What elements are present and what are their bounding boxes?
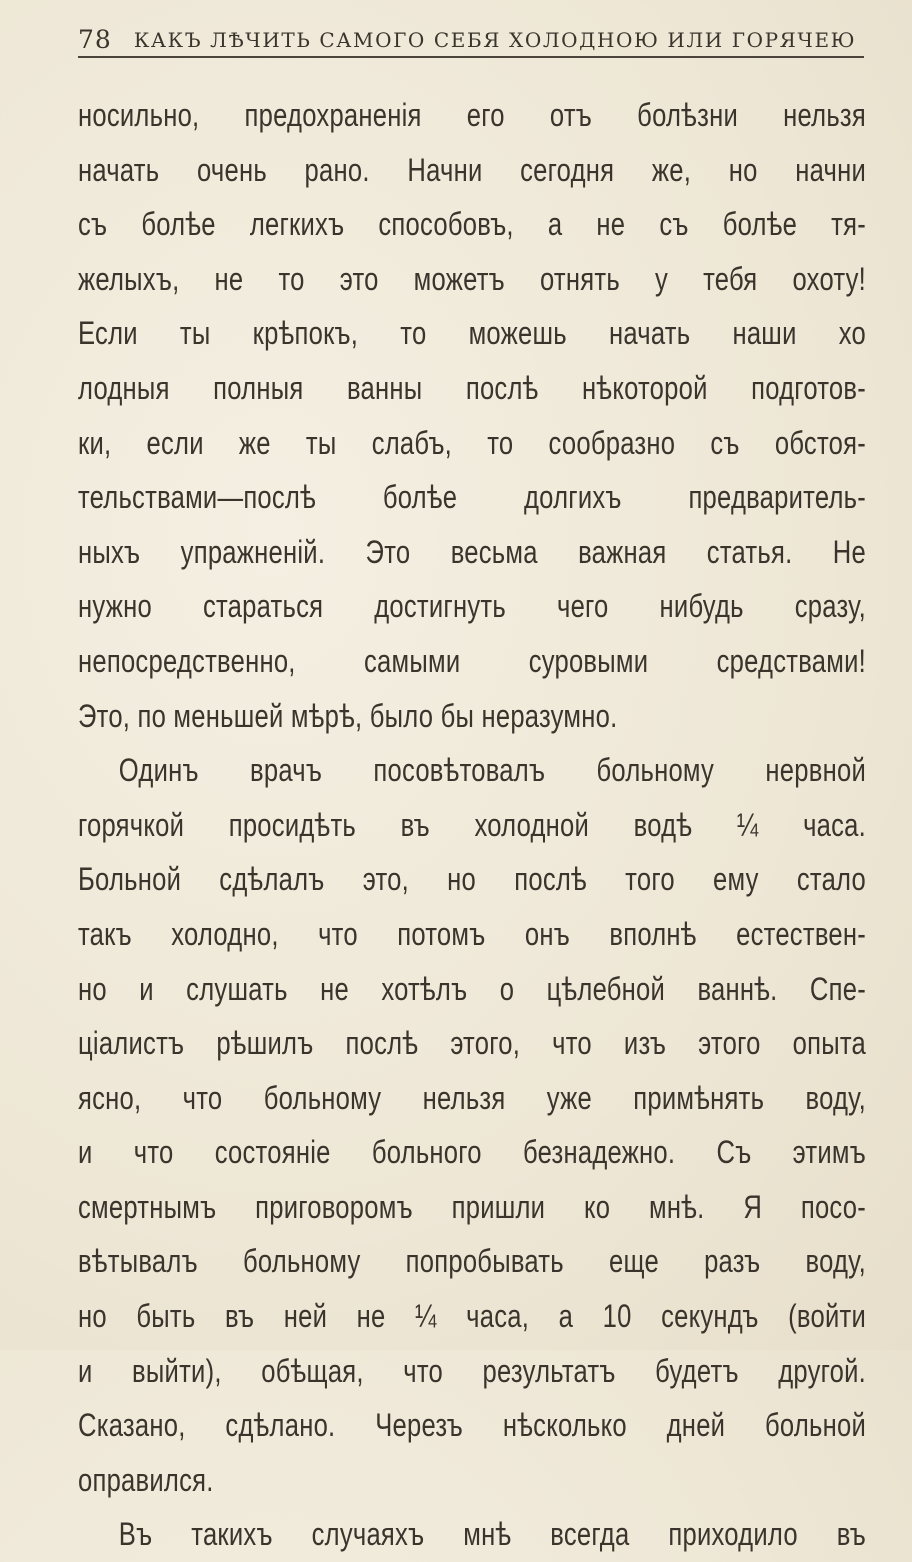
text-line: Больной сдѣлалъ это, но послѣ того ему стало [78, 861, 866, 898]
text-line: лодныя полныя ванны послѣ нѣкоторой подготов- [78, 369, 866, 406]
text-line: и что состояніе больного безнадежно. Съ этимъ [78, 1134, 866, 1171]
running-title: КАКЪ ЛѢЧИТЬ САМОГО СЕБЯ ХОЛОДНОЮ ИЛИ ГОРЯЧЕЮ [133, 28, 857, 52]
text-line: Это, по меньшей мѣрѣ, было бы неразумно. [78, 697, 618, 734]
text-line: Сказано, сдѣлано. Черезъ нѣсколько дней больной [78, 1407, 866, 1444]
paragraph-1 [78, 88, 866, 743]
text-line: но быть въ ней не ¼ часа, а 10 секундъ (войти [78, 1298, 866, 1335]
text-line: тельствами—послѣ болѣе долгихъ предваритель- [78, 479, 866, 516]
paragraph-3 [78, 1507, 866, 1562]
text-line: съ болѣе легкихъ способовъ, а не съ болѣе тя- [78, 206, 866, 243]
body-text [78, 88, 866, 1562]
page-number: 78 [78, 25, 112, 54]
text-line: ныхъ упражненій. Это весьма важная статья. Не [78, 533, 866, 570]
text-line: горячкой просидѣть въ холодной водѣ ¼ часа. [78, 806, 866, 843]
text-line: и выйти), обѣщая, что результатъ будетъ другой. [78, 1352, 866, 1389]
text-line: Если ты крѣпокъ, то можешь начать наши хо [78, 315, 866, 352]
text-line: ціалистъ рѣшилъ послѣ этого, что изъ этого опыта [78, 1025, 866, 1062]
text-line: оправился. [78, 1461, 214, 1498]
text-line: смертнымъ приговоромъ пришли ко мнѣ. Я посо- [78, 1188, 866, 1225]
text-line: ки, если же ты слабъ, то сообразно съ обстоя- [78, 424, 866, 461]
text-line: Одинъ врачъ посовѣтовалъ больному нервной [118, 752, 867, 789]
text-line: вѣтывалъ больному попробывать еще разъ воду, [78, 1243, 866, 1280]
text-line: нужно стараться достигнуть чего нибудь сразу, [78, 588, 866, 625]
text-line: ясно, что больному нельзя уже примѣнять воду, [78, 1079, 866, 1116]
text-line: начать очень рано. Начни сегодня же, но начни [78, 151, 866, 188]
text-line: но и слушать не хотѣлъ о цѣлебной ваннѣ. Спе- [78, 970, 866, 1007]
text-line: носильно, предохраненія его отъ болѣзни нельзя [78, 97, 866, 133]
text-line: такъ холодно, что потомъ онъ вполнѣ естествен- [78, 915, 866, 952]
text-line: Въ такихъ случаяхъ мнѣ всегда приходило въ [118, 1516, 867, 1553]
paragraph-2 [78, 743, 866, 1507]
text-line: желыхъ, не то это можетъ отнять у тебя охоту! [78, 260, 866, 297]
running-head [78, 20, 864, 58]
text-line: непосредственно, самыми суровыми средствами! [78, 642, 866, 679]
